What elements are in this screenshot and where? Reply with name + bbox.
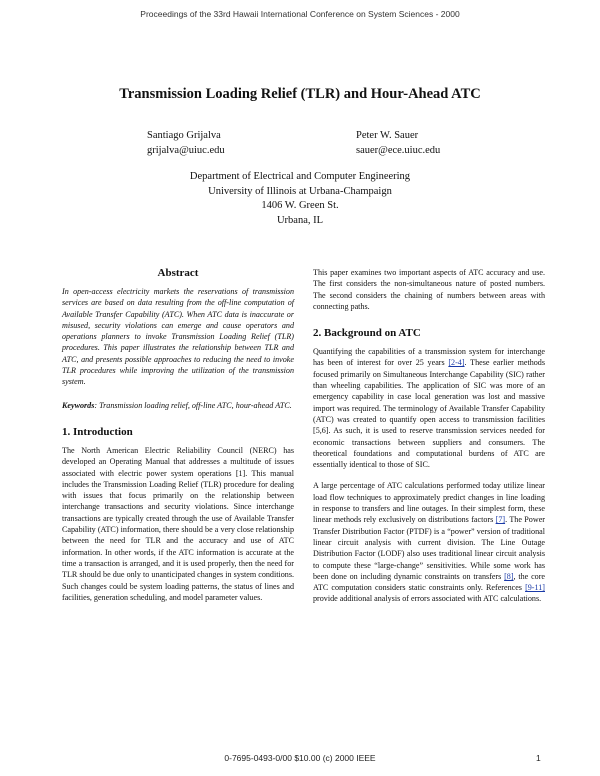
abstract-text: In open-access electricity markets the reservations of transmission services are based on data resulting from the off-line computation of Available Transfer Capability (ATC). When ATC data is inaccurate or misused, security violations can emerge and cause operators and operations planners to invoke Transmission Loading Relief (TLR) procedures. This paper illustrates the relationship between TLR and ATC, and presents possible approaches to reducing the need to invoke TLR procedures while improving the utilization of the transmission system. — [62, 287, 294, 387]
affiliation-street: 1406 W. Green St. — [261, 200, 339, 211]
background-paragraph-2 — [313, 480, 545, 604]
page-number: 1 — [536, 753, 541, 763]
citation-link[interactable]: [2-4] — [448, 358, 465, 368]
text-run: provide additional analysis of errors associated with ATC calculations. — [313, 594, 542, 604]
keywords — [62, 400, 294, 411]
citation-link[interactable]: [8] — [504, 571, 514, 581]
right-column — [313, 267, 545, 615]
citation-link[interactable]: [9-11] — [525, 583, 545, 593]
left-column — [62, 267, 294, 613]
abstract-heading: Abstract — [157, 267, 199, 279]
section-heading-introduction: 1. Introduction — [62, 425, 133, 438]
intro-paragraph: The North American Electric Reliability Council (NERC) has developed an Operating Manual that addresses a multitude of issues associated with electric power system operations [1]. This manual includes the Transmission Loading Relief (TLR) procedure for dealing with issues that focus primarily on the relationship between interchange transactions and security violations. Since interchange transactions are typically created through the use of Available Transfer Capability (ATC) information, there should be a very close relationship between the need for TLR and the accuracy and use of ATC information. In other words, if the ATC information is accurate at the time a transaction is arranged, and it is used properly, then the need for TLR should be due only to unanticipated changes in system conditions. Such changes could be system loading patterns, the status of lines and facilities, generation scheduling, and model parameter values. — [62, 445, 294, 602]
author-name: Peter W. Sauer — [356, 130, 419, 141]
text-run: . The Power Transfer Distribution Factor (PTDF) is a “power” version of traditional linear circuit analysis with current division. The Line Outage Distribution Factor (LODF) also uses traditional linear circuit analysis to compute these “large-change” sensitivities. While some work has been done on including dynamic constraints on transfers — [313, 515, 545, 581]
background-paragraph-1 — [313, 346, 545, 470]
author-email: sauer@ece.uiuc.edu — [356, 145, 441, 156]
keywords-label: Keywords — [62, 400, 95, 410]
running-head: Proceedings of the 33rd Hawaii International Conference on System Sciences - 2000 — [140, 9, 460, 19]
text-run: Quantifying the capabilities of a transmission system for interchange has been of interest for over 25 years — [313, 347, 545, 368]
keywords-text: : Transmission loading relief, off-line ATC, hour-ahead ATC. — [94, 400, 292, 410]
author-block — [356, 128, 440, 158]
intro-continuation-paragraph: This paper examines two important aspects of ATC accuracy and use. The first considers the non-simultaneous nature of posted numbers. The second considers the chaining of numbers between areas with connecting paths. — [313, 268, 545, 311]
affiliation-city: Urbana, IL — [276, 214, 324, 226]
section-heading-background: 2. Background on ATC — [313, 327, 421, 340]
author-block — [147, 128, 225, 158]
affiliation — [0, 170, 600, 228]
affiliation-dept: Department of Electrical and Computer Engineering — [189, 171, 411, 182]
paper-title: Transmission Loading Relief (TLR) and Hour-Ahead ATC — [119, 86, 481, 102]
author-name: Santiago Grijalva — [147, 130, 221, 141]
affiliation-university: University of Illinois at Urbana-Champaign — [208, 185, 392, 197]
footer-copyright: 0-7695-0493-0/00 $10.00 (c) 2000 IEEE — [224, 753, 376, 763]
text-run: , the core ATC computation considers static constraints only. References — [313, 571, 545, 593]
text-run: A large percentage of ATC calculations performed today utilize linear load flow techniques to approximately predict changes in line loading in response to transfers and line outages. In their simplest form, these linear methods rely exclusively on distributions factors — [313, 481, 545, 525]
text-run: . These earlier methods focused primarily on Simultaneous Interchange Capability (SIC) rather than wheeling capabilities. The application of SIC was more of an emergency capability in case local generation was lost and massive import was required. The terminology of Available Transfer Capability (ATC) was created to quantify open access to transmission facilities [5,6]. As such, it is used to reserve transmission services needed for economic transactions between suppliers and consumers. The theoretical foundations and computational burdens of ATC are essentially identical to those of SIC. — [313, 358, 545, 470]
citation-link[interactable]: [7] — [495, 515, 506, 525]
author-email: grijalva@uiuc.edu — [147, 145, 225, 156]
